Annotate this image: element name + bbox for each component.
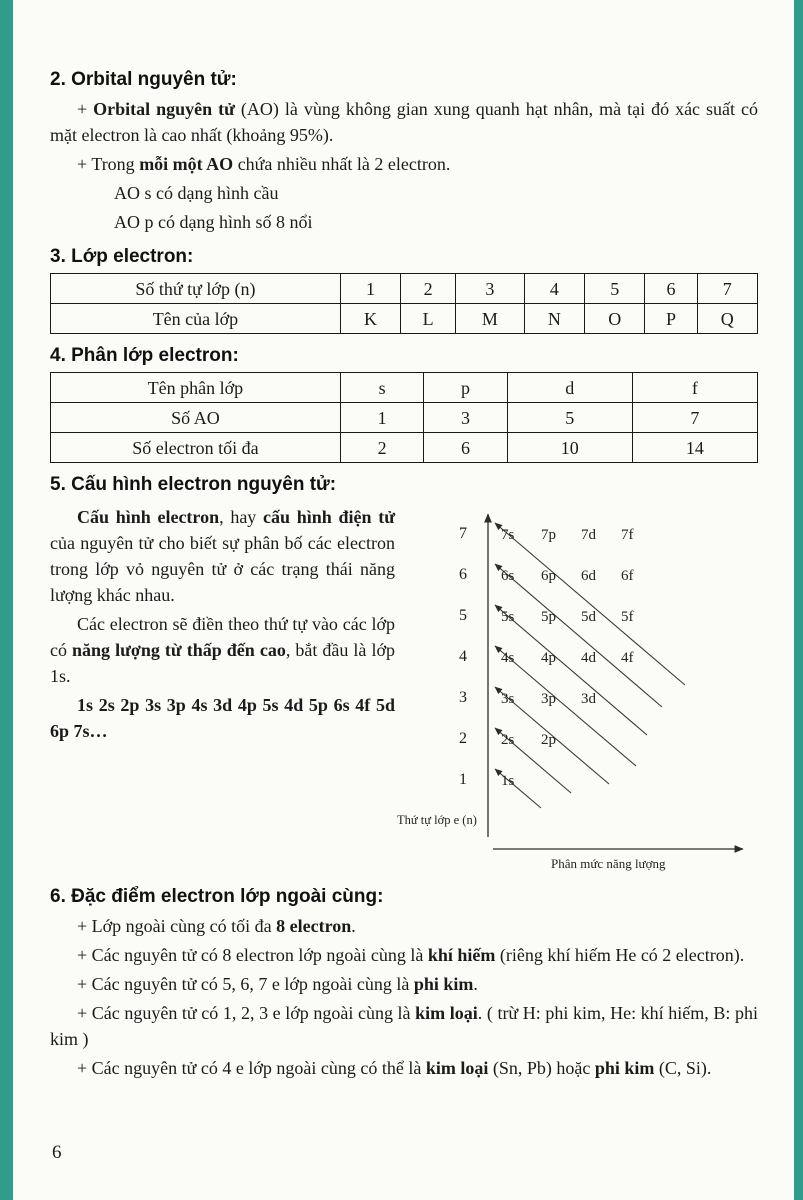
orbital-label: 7d [581, 527, 596, 543]
text: . [351, 916, 356, 936]
paragraph [50, 971, 758, 997]
table-cell: 14 [632, 433, 757, 463]
page-number: 6 [52, 1142, 62, 1163]
text: (Sn, Pb) hoặc [488, 1058, 595, 1078]
orbital-label: 6s [501, 568, 515, 584]
subshell-table [50, 372, 758, 463]
text: + Lớp ngoài cùng có tối đa [77, 916, 277, 936]
table-cell: 5 [585, 274, 645, 304]
bold-text: Cấu hình electron [77, 507, 220, 527]
table-row [51, 304, 758, 334]
text: AO p có dạng hình số 8 nổi [114, 212, 313, 232]
text: chứa nhiều nhất là 2 electron. [233, 154, 451, 174]
table-cell: 2 [401, 274, 456, 304]
paragraph [50, 913, 758, 939]
paragraph [50, 1055, 758, 1081]
text: (riêng khí hiếm He có 2 electron). [495, 945, 745, 965]
paragraph [50, 692, 395, 744]
section-orbital [50, 68, 758, 235]
section-phan-lop [50, 344, 758, 463]
orbital-label: 1s [501, 773, 515, 789]
section-heading-ngoai-cung: 6. Đặc điểm electron lớp ngoài cùng: [50, 886, 384, 907]
orbital-label: 5p [541, 609, 556, 625]
shell-number: 6 [459, 566, 467, 583]
table-cell: f [632, 373, 757, 403]
text: (C, Si). [654, 1058, 712, 1078]
text: AO s có dạng hình cầu [114, 183, 279, 203]
text: , bắt đầu là lớp 1s. [50, 640, 395, 686]
table-cell: s [340, 373, 423, 403]
section-cau-hinh [50, 473, 758, 875]
table-cell: Số electron tối đa [51, 433, 341, 463]
table-cell: 6 [424, 433, 507, 463]
table-row [51, 274, 758, 304]
text: (AO) là vùng không gian xung quanh hạt nhân, mà tại đó xác suất có mặt electron là cao nhất (khoảng 95%). [50, 99, 758, 145]
bold-text: 8 electron [276, 916, 352, 936]
text: + Các nguyên tử có 1, 2, 3 e lớp ngoài cùng là [77, 1003, 416, 1023]
section-lop-electron [50, 245, 758, 334]
table-cell: 2 [340, 433, 423, 463]
text: . [473, 974, 478, 994]
electron-shell-table [50, 273, 758, 334]
paragraph [50, 611, 395, 689]
table-cell: Q [697, 304, 757, 334]
paragraph [50, 942, 758, 968]
table-cell: d [507, 373, 632, 403]
table-cell: Số AO [51, 403, 341, 433]
table-cell: M [456, 304, 525, 334]
bold-text: khí hiếm [427, 945, 496, 965]
cau-hinh-body [50, 501, 758, 875]
bold-text: 1s 2s 2p 3s 3p 4s 3d 4p 5s 4d 5p 6s 4f 5d 6p 7s… [50, 695, 395, 741]
shell-number: 2 [459, 730, 467, 747]
table-cell: 3 [456, 274, 525, 304]
table-row [51, 373, 758, 403]
table-row [51, 433, 758, 463]
paragraph [114, 209, 758, 235]
table-cell: 3 [424, 403, 507, 433]
orbital-label: 5d [581, 609, 596, 625]
bold-text: kim loại [415, 1003, 478, 1023]
page-edge-left [0, 0, 13, 1200]
text: + Các nguyên tử có 5, 6, 7 e lớp ngoài cùng là [77, 974, 414, 994]
shell-number: 4 [459, 648, 467, 665]
orbital-label: 4p [541, 650, 556, 666]
shell-number: 1 [459, 771, 467, 788]
table-cell: Tên phân lớp [51, 373, 341, 403]
orbital-label: 3s [501, 691, 515, 707]
orbital-label: 7p [541, 527, 556, 543]
table-cell: Số thứ tự lớp (n) [51, 274, 341, 304]
section-heading-cau-hinh: 5. Cấu hình electron nguyên tử: [50, 474, 337, 495]
cau-hinh-text [50, 501, 395, 747]
page-content [50, 58, 758, 1084]
table-cell: 7 [697, 274, 757, 304]
orbital-label: 6f [621, 568, 634, 584]
orbital-label: 3p [541, 691, 556, 707]
section-ngoai-cung [50, 885, 758, 1081]
text: + Trong [77, 154, 140, 174]
table-cell: 6 [645, 274, 697, 304]
y-axis-label: Thứ tự lớp e (n) [397, 813, 477, 827]
text: của nguyên tử cho biết sự phân bố các electron trong lớp vỏ nguyên tử ở các trạng thái năng lượng khác nhau. [50, 533, 395, 605]
electron-shell-table-body [51, 274, 758, 334]
page-edge-right [794, 0, 803, 1200]
orbital-label: 6p [541, 568, 556, 584]
aufbau-diagram [397, 507, 751, 875]
paragraph [114, 180, 758, 206]
orbital-label: 7s [501, 527, 515, 543]
bold-text: phi kim [413, 974, 474, 994]
orbital-label: 4f [621, 650, 634, 666]
text: . ( trừ H: phi kim, He: khí hiếm, B: phi kim ) [50, 1003, 758, 1049]
table-cell: p [424, 373, 507, 403]
orbital-label: 3d [581, 691, 596, 707]
text: , hay [219, 507, 264, 527]
orbital-label: 7f [621, 527, 634, 543]
table-cell: 1 [340, 274, 400, 304]
bold-text: phi kim [594, 1058, 655, 1078]
table-cell: P [645, 304, 697, 334]
table-row [51, 403, 758, 433]
orbital-label: 4s [501, 650, 515, 666]
orbital-label: 6d [581, 568, 596, 584]
table-cell: K [340, 304, 400, 334]
section-heading-orbital: 2. Orbital nguyên tử: [50, 69, 237, 90]
paragraph [50, 1000, 758, 1052]
orbital-label: 5f [621, 609, 634, 625]
orbital-label: 2s [501, 732, 515, 748]
bold-text: kim loại [425, 1058, 489, 1078]
section-heading-lop-electron: 3. Lớp electron: [50, 246, 194, 267]
table-cell: 7 [632, 403, 757, 433]
subshell-table-body [51, 373, 758, 463]
text: + Các nguyên tử có 4 e lớp ngoài cùng có thể là [77, 1058, 426, 1078]
section-ngoai-cung-paragraphs [50, 913, 758, 1081]
orbital-label: 5s [501, 609, 515, 625]
shell-number: 7 [459, 525, 467, 542]
paragraph [50, 151, 758, 177]
table-cell: N [524, 304, 584, 334]
bold-text: cấu hình điện tử [263, 507, 396, 527]
orbital-label: 2p [541, 732, 556, 748]
table-cell: O [585, 304, 645, 334]
paragraph [50, 96, 758, 148]
text: + Các nguyên tử có 8 electron lớp ngoài cùng là [77, 945, 428, 965]
bold-text: Orbital nguyên tử [93, 99, 235, 119]
table-cell: L [401, 304, 456, 334]
bold-text: năng lượng từ thấp đến cao [72, 640, 286, 660]
table-cell: 10 [507, 433, 632, 463]
shell-number: 3 [459, 689, 467, 706]
text: Các electron sẽ điền theo thứ tự vào các lớp có [50, 614, 395, 660]
paragraph [50, 504, 395, 608]
orbital-label: 4d [581, 650, 596, 666]
bold-text: mỗi một AO [139, 154, 234, 174]
shell-number: 5 [459, 607, 467, 624]
table-cell: 1 [340, 403, 423, 433]
table-cell: 5 [507, 403, 632, 433]
x-axis-label: Phân mức năng lượng [551, 856, 666, 871]
table-cell: Tên của lớp [51, 304, 341, 334]
section-heading-phan-lop: 4. Phân lớp electron: [50, 345, 239, 366]
text: + [77, 99, 94, 119]
section-orbital-paragraphs [50, 96, 758, 235]
table-cell: 4 [524, 274, 584, 304]
